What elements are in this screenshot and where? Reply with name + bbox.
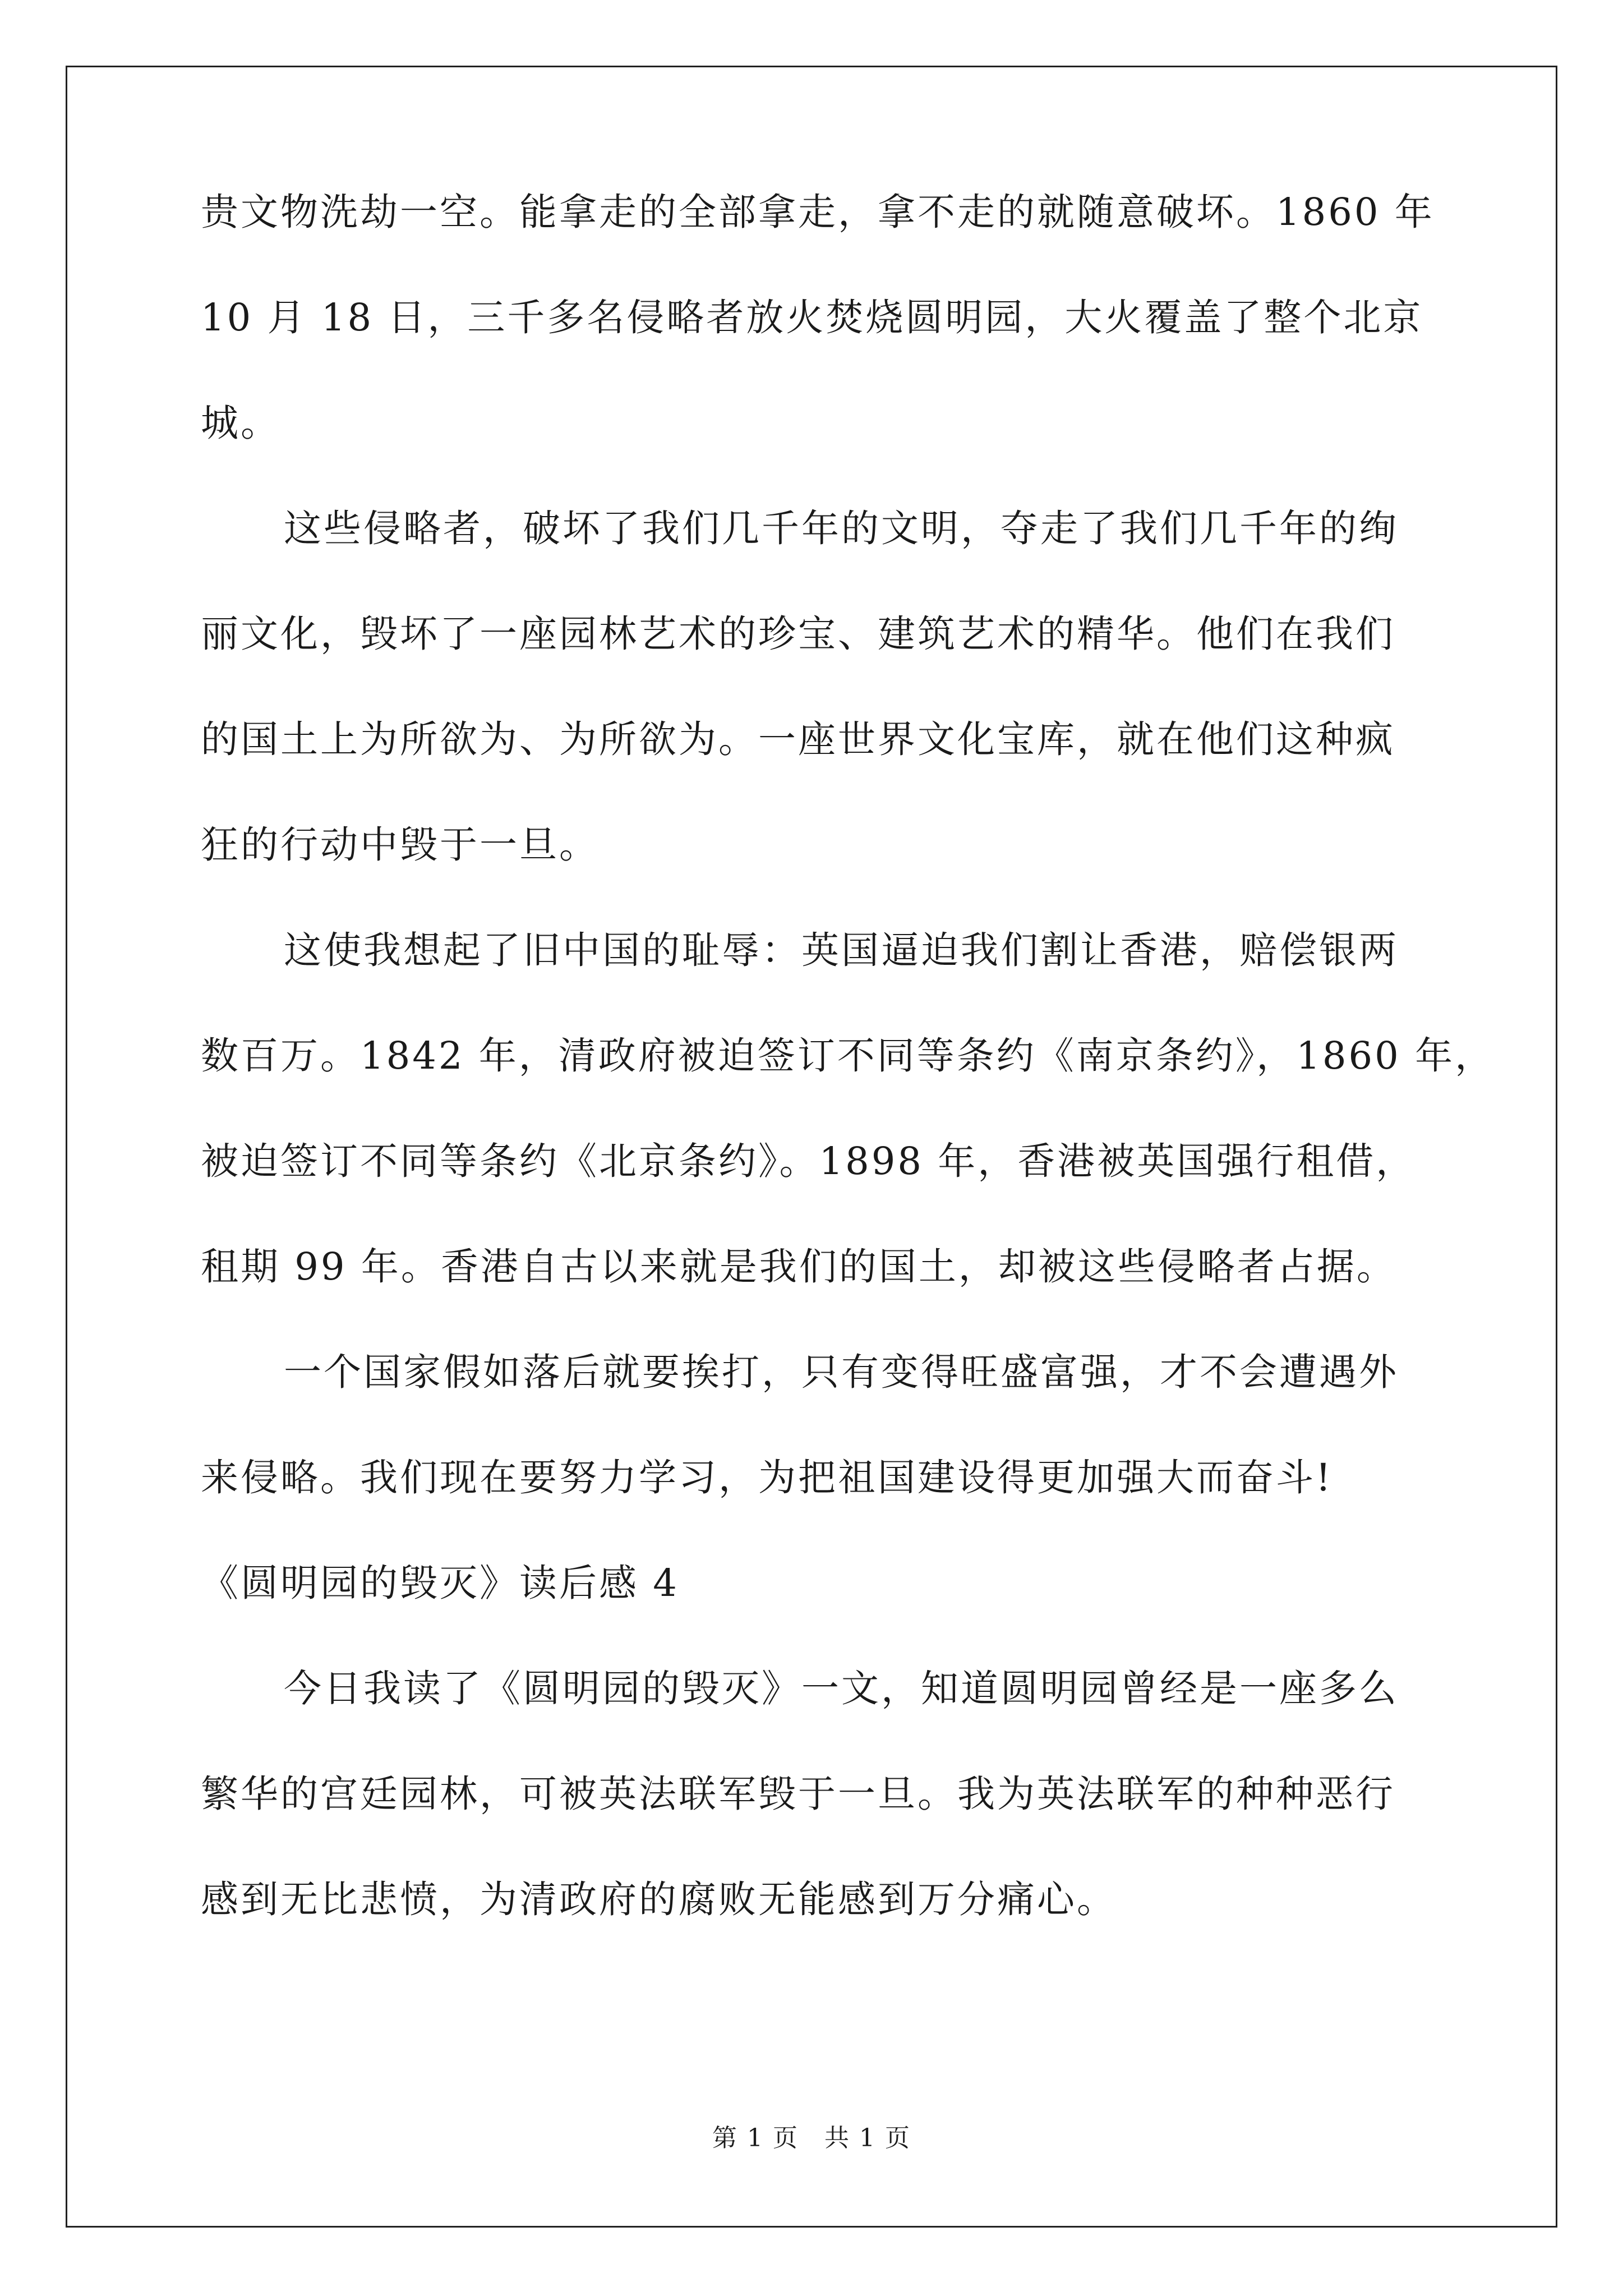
text-line: 感到无比悲愤，为清政府的腐败无能感到万分痛心。 — [201, 1878, 1117, 1921]
text-line: 数百万。1842 年，清政府被迫签订不同等条约《南京条约》，1860 年， — [201, 1034, 1495, 1078]
paragraph-start-line: 这使我想起了旧中国的耻辱：英国逼迫我们割让香港，赔偿银两 — [284, 928, 1399, 972]
text-line: 来侵略。我们现在要努力学习，为把祖国建设得更加强大而奋斗! — [201, 1456, 1333, 1499]
paragraph-start-line: 这些侵略者，破坏了我们几千年的文明，夺走了我们几千年的绚 — [284, 507, 1399, 550]
text-line: 10 月 18 日，三千多名侵略者放火焚烧圆明园，大火覆盖了整个北京 — [201, 296, 1423, 339]
text-line: 的国土上为所欲为、为所欲为。一座世界文化宝库，就在他们这种疯 — [201, 717, 1395, 761]
text-line: 狂的行动中毁于一旦。 — [201, 823, 599, 867]
page-footer: 第 1 页 共 1 页 — [712, 2124, 911, 2152]
text-line: 被迫签订不同等条约《北京条约》。1898 年，香港被英国强行租借， — [201, 1139, 1416, 1183]
paragraph-start-line: 一个国家假如落后就要挨打，只有变得旺盛富强，才不会遭遇外 — [284, 1350, 1399, 1394]
text-line: 城。 — [201, 401, 280, 445]
text-line: 繁华的宫廷园林，可被英法联军毁于一旦。我为英法联军的种种恶行 — [201, 1772, 1395, 1816]
text-line: 丽文化，毁坏了一座园林艺术的珍宝、建筑艺术的精华。他们在我们 — [201, 612, 1395, 656]
text-line: 租期 99 年。香港自古以来就是我们的国土，却被这些侵略者占据。 — [201, 1245, 1396, 1289]
text-line: 贵文物洗劫一空。能拿走的全部拿走，拿不走的就随意破坏。1860 年 — [201, 190, 1435, 234]
section-heading: 《圆明园的毁灭》读后感 4 — [201, 1561, 679, 1605]
paragraph-start-line: 今日我读了《圆明园的毁灭》一文，知道圆明园曾经是一座多么 — [284, 1667, 1399, 1710]
